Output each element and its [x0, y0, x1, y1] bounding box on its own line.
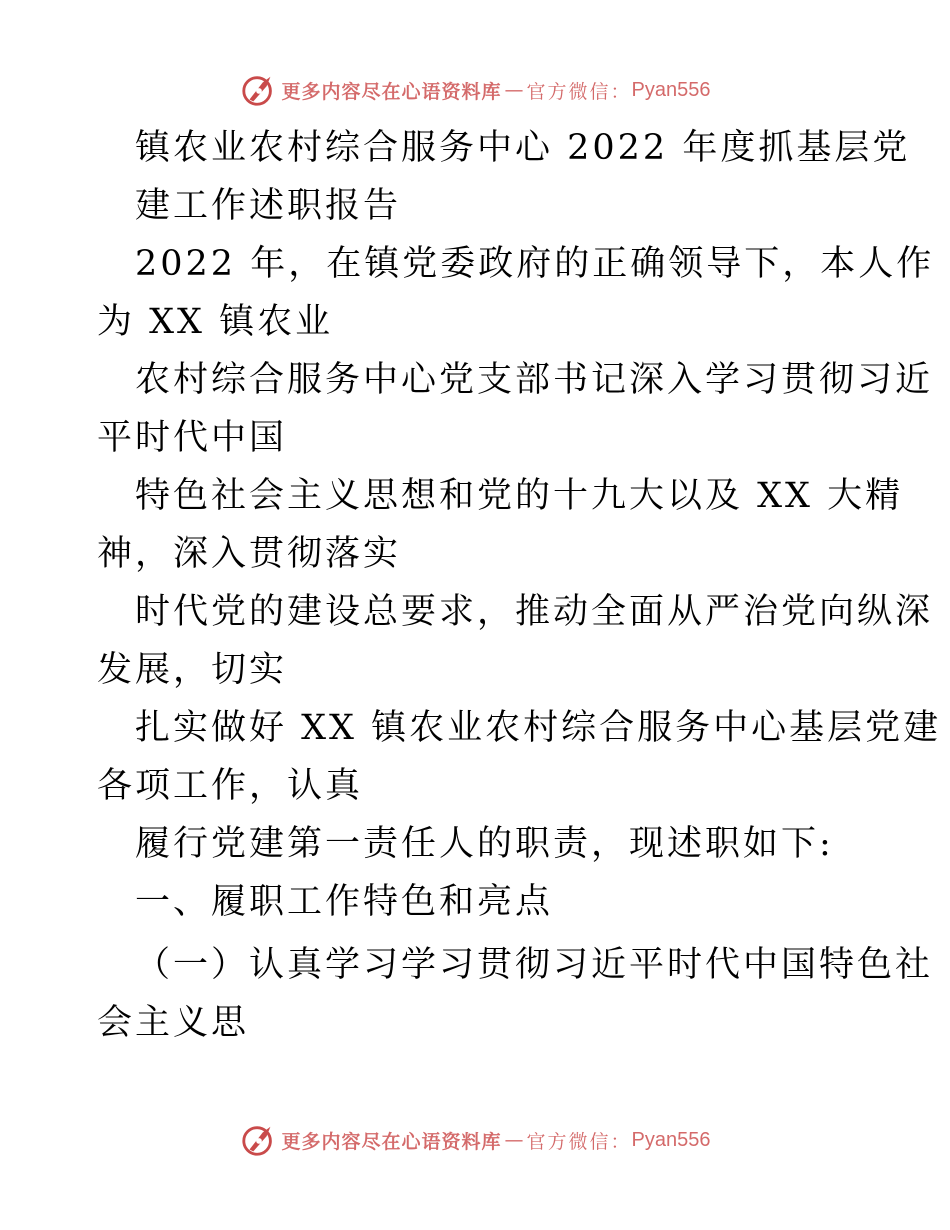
paragraph-line: 2022 年，在镇党委政府的正确领导下，本人作: [135, 244, 935, 284]
watermark-dash: —: [504, 79, 524, 101]
watermark-dash: —: [504, 1129, 524, 1151]
pen-nib-logo-icon: [240, 71, 278, 109]
paragraph-line: 履行党建第一责任人的职责，现述职如下:: [135, 824, 834, 864]
paragraph-line: 各项工作，认真: [97, 766, 364, 806]
section-heading: 一、履职工作特色和亮点: [135, 882, 554, 922]
watermark-text: 更多内容尽在心语资料库: [281, 80, 502, 103]
footer-watermark: [0, 1120, 950, 1160]
paragraph-line: 农村综合服务中心党支部书记深入学习贯彻习近: [135, 360, 934, 400]
paragraph-line: 特色社会主义思想和党的十九大以及 XX 大精: [135, 476, 904, 516]
watermark-text: 更多内容尽在心语资料库: [281, 1130, 502, 1153]
pen-nib-logo-icon: [240, 1121, 278, 1159]
header-watermark: [0, 70, 950, 110]
document-title-line-1: 镇农业农村综合服务中心 2022 年度抓基层党: [135, 128, 911, 168]
watermark-wechat-label: 官方微信：: [526, 1130, 632, 1153]
paragraph-line: 为 XX 镇农业: [97, 302, 334, 342]
paragraph-line: 神，深入贯彻落实: [97, 534, 402, 574]
watermark-wechat-id: Pyan556: [631, 1128, 711, 1151]
paragraph-line: 扎实做好 XX 镇农业农村综合服务中心基层党建: [135, 708, 942, 748]
watermark-wechat-id: Pyan556: [631, 78, 711, 101]
paragraph-line: 平时代中国: [97, 418, 288, 458]
subsection-heading: （一）认真学习学习贯彻习近平时代中国特色社: [135, 945, 934, 985]
document-title-line-2: 建工作述职报告: [135, 186, 402, 226]
paragraph-line: 发展，切实: [97, 650, 288, 690]
watermark-wechat-label: 官方微信：: [526, 80, 632, 103]
paragraph-line: 会主义思: [97, 1003, 250, 1043]
paragraph-line: 时代党的建设总要求，推动全面从严治党向纵深: [135, 592, 934, 632]
